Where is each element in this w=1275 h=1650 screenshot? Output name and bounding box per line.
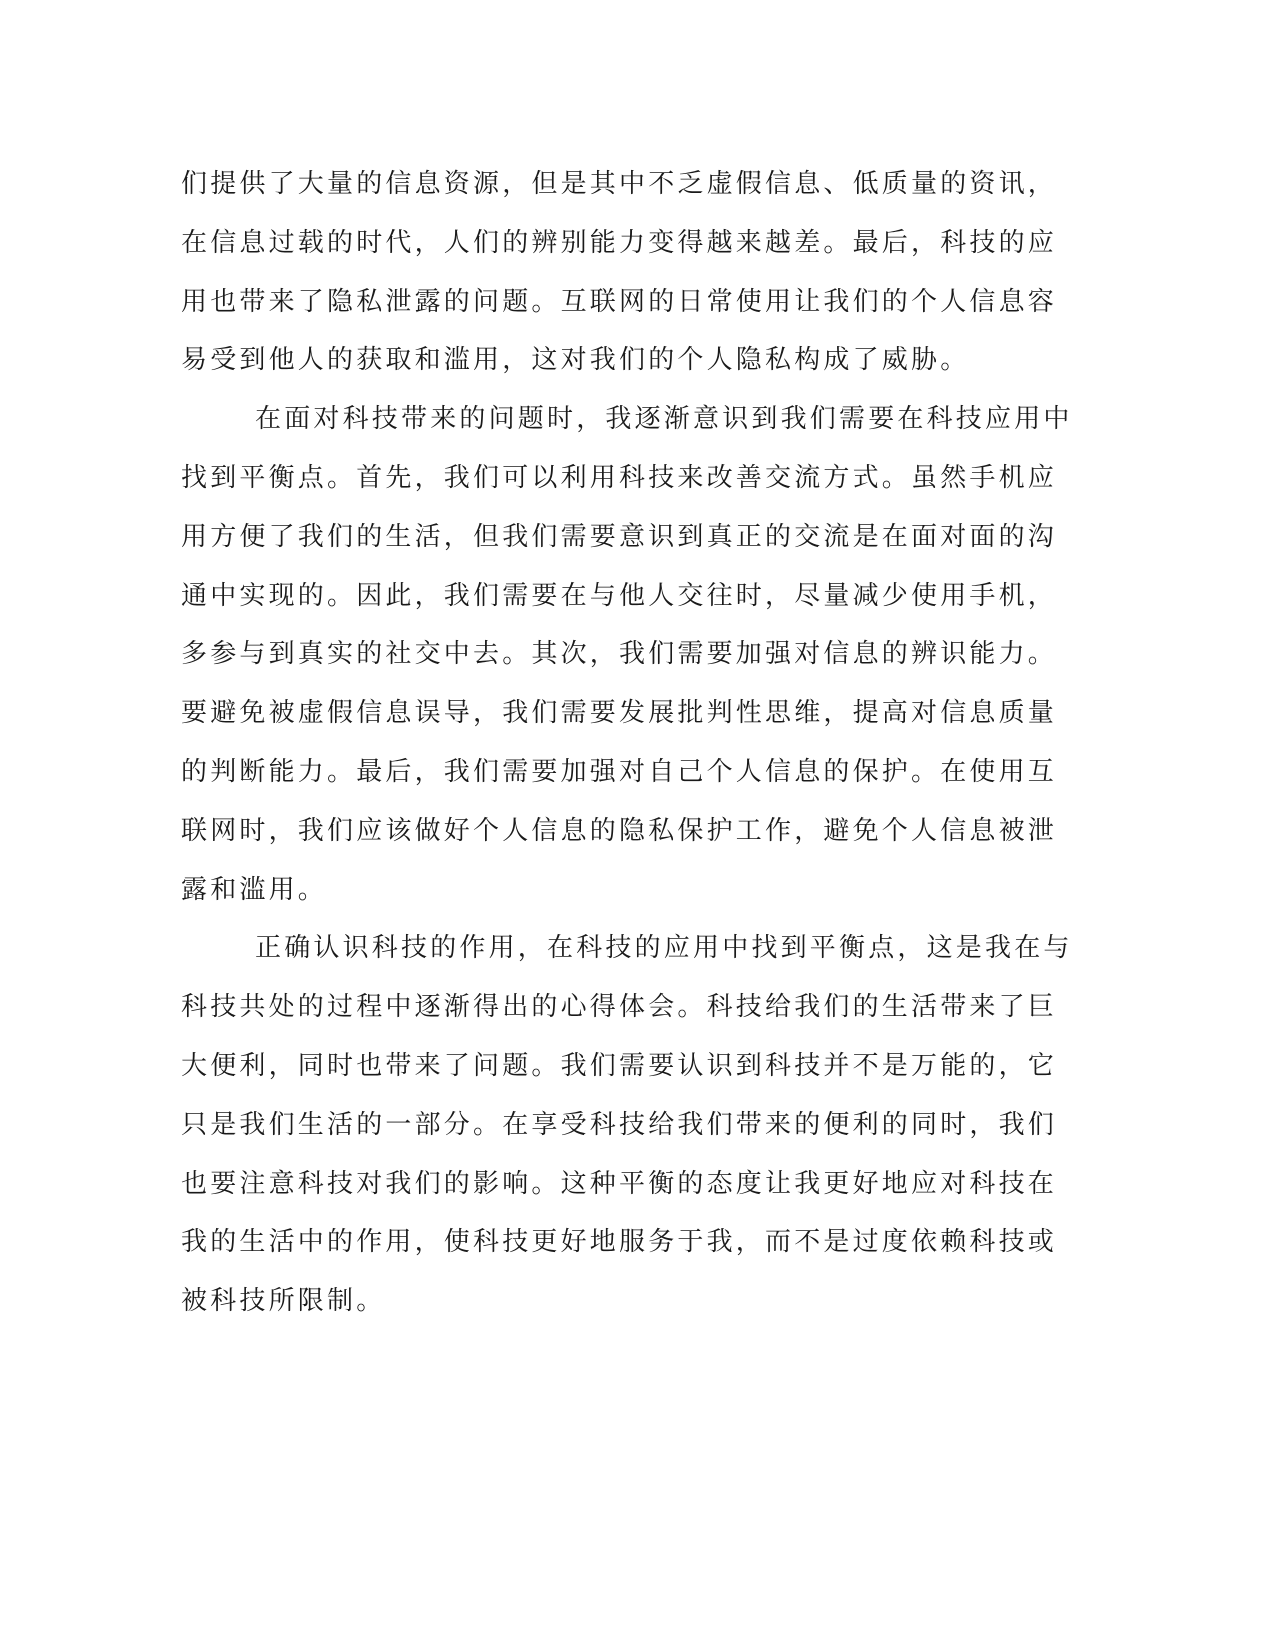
text-line: 用方便了我们的生活，但我们需要意识到真正的交流是在面对面的沟 (181, 521, 1058, 552)
text-line: 只是我们生活的一部分。在享受科技给我们带来的便利的同时，我们 (181, 1109, 1058, 1140)
text-line: 在信息过载的时代，人们的辨别能力变得越来越差。最后，科技的应 (181, 227, 1058, 258)
text-line: 用也带来了隐私泄露的问题。互联网的日常使用让我们的个人信息容 (181, 286, 1058, 317)
paragraph-first-line: 正确认识科技的作用，在科技的应用中找到平衡点，这是我在与 (255, 933, 1073, 964)
text-line: 科技共处的过程中逐渐得出的心得体会。科技给我们的生活带来了巨 (181, 992, 1058, 1023)
text-line: 要避免被虚假信息误导，我们需要发展批判性思维，提高对信息质量 (181, 698, 1058, 729)
text-line: 多参与到真实的社交中去。其次，我们需要加强对信息的辨识能力。 (181, 639, 1058, 670)
text-line: 的判断能力。最后，我们需要加强对自己个人信息的保护。在使用互 (181, 756, 1058, 787)
text-line: 联网时，我们应该做好个人信息的隐私保护工作，避免个人信息被泄 (181, 815, 1058, 846)
text-line: 通中实现的。因此，我们需要在与他人交往时，尽量减少使用手机， (181, 580, 1058, 611)
text-line: 易受到他人的获取和滥用，这对我们的个人隐私构成了威胁。 (181, 345, 970, 376)
text-line: 也要注意科技对我们的影响。这种平衡的态度让我更好地应对科技在 (181, 1168, 1058, 1199)
text-line: 找到平衡点。首先，我们可以利用科技来改善交流方式。虽然手机应 (181, 462, 1058, 493)
document-body (181, 162, 1073, 1338)
text-line: 我的生活中的作用，使科技更好地服务于我，而不是过度依赖科技或 (181, 1227, 1058, 1258)
text-line: 大便利，同时也带来了问题。我们需要认识到科技并不是万能的，它 (181, 1050, 1058, 1081)
text-line: 露和滥用。 (181, 874, 328, 905)
text-line: 们提供了大量的信息资源，但是其中不乏虚假信息、低质量的资讯， (181, 169, 1058, 199)
text-line: 被科技所限制。 (181, 1286, 386, 1317)
paragraph-first-line: 在面对科技带来的问题时，我逐渐意识到我们需要在科技应用中 (255, 404, 1073, 435)
